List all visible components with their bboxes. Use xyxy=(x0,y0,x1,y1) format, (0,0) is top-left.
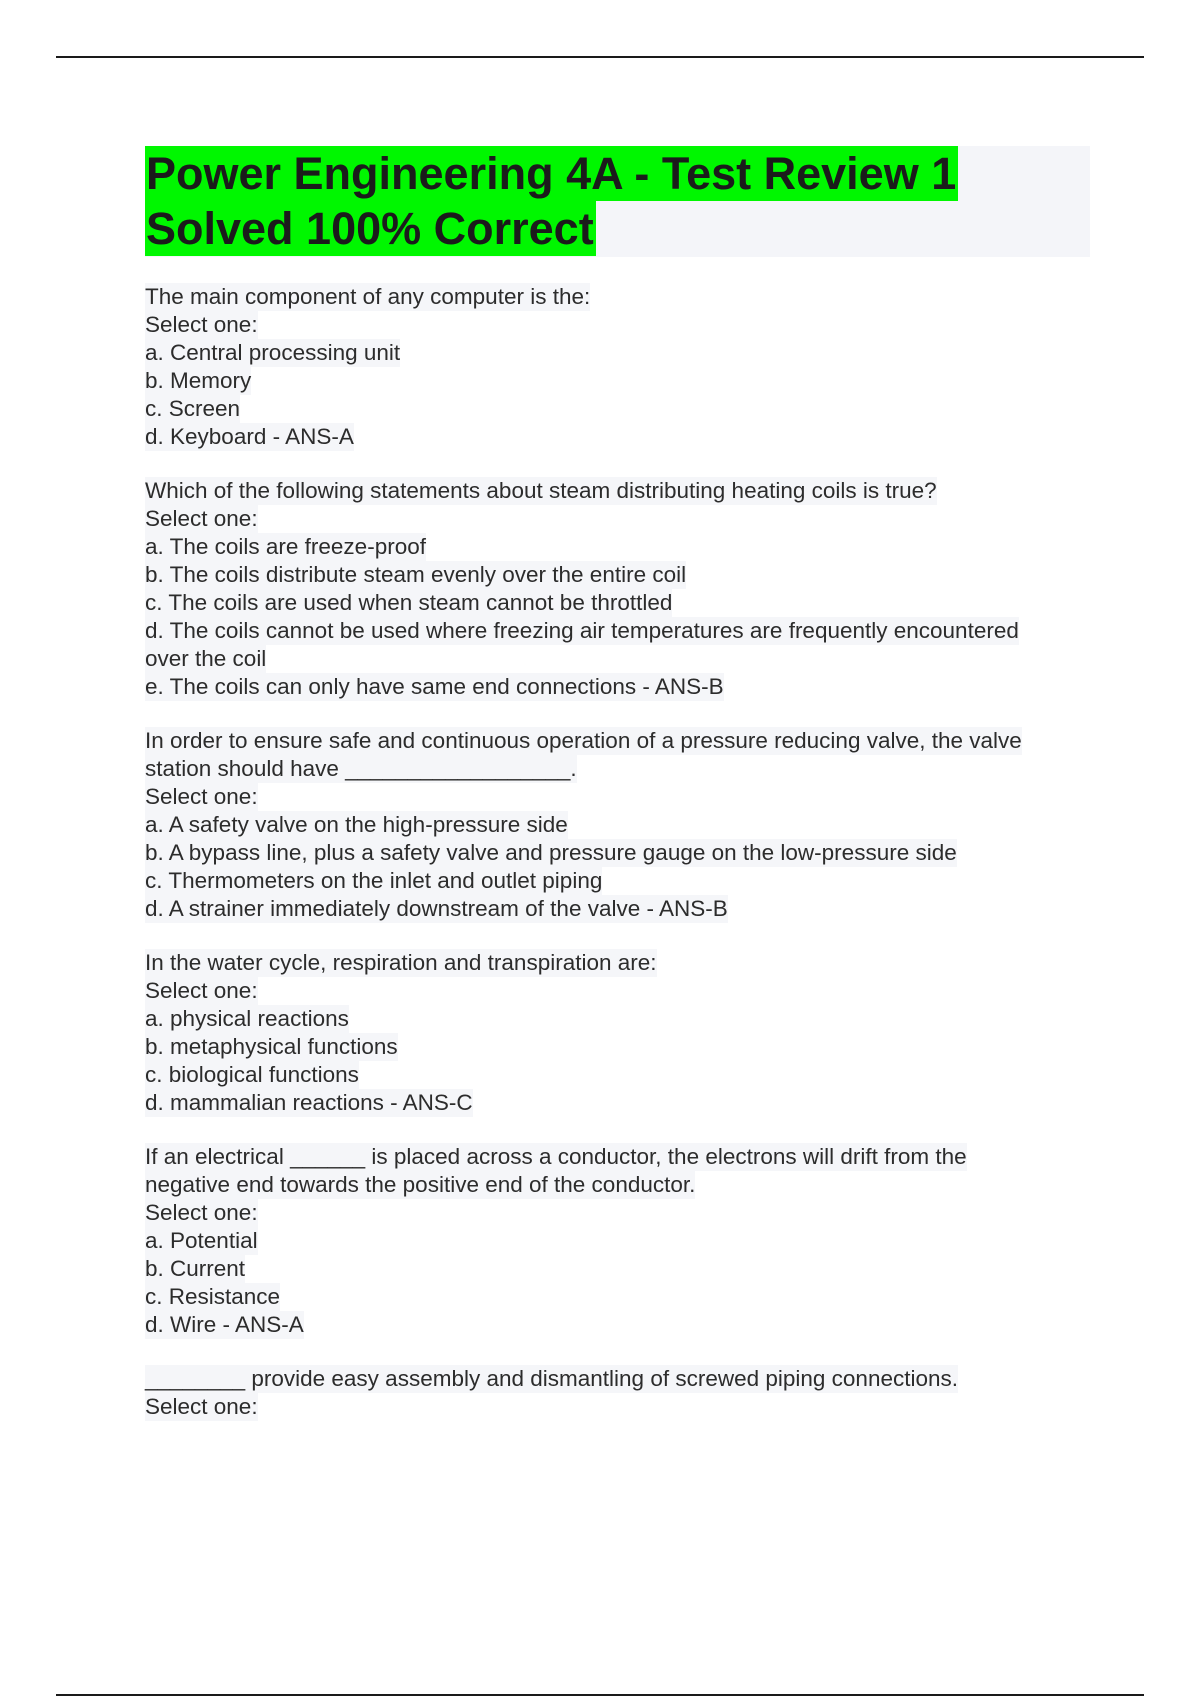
top-rule xyxy=(56,56,1144,58)
answer-option: c. Resistance xyxy=(145,1284,281,1309)
select-one-label: Select one: xyxy=(145,312,258,337)
answer-option: c. Screen xyxy=(145,396,241,421)
question-text-line: The main component of any computer is the: xyxy=(145,284,591,309)
select-one-label: Select one: xyxy=(145,506,258,531)
answer-option: b. The coils distribute steam evenly over the entire coil xyxy=(145,562,687,587)
select-one-label: Select one: xyxy=(145,784,258,809)
question-text-line: In the water cycle, respiration and transpiration are: xyxy=(145,950,657,975)
answer-option: b. metaphysical functions xyxy=(145,1034,398,1059)
answer-option: a. physical reactions xyxy=(145,1006,349,1031)
question-block xyxy=(145,477,1095,701)
answer-option: d. The coils cannot be used where freezing air temperatures are frequently encountered xyxy=(145,618,1019,643)
question-text-line: In order to ensure safe and continuous operation of a pressure reducing valve, the valve xyxy=(145,728,1022,753)
answer-option: a. Potential xyxy=(145,1228,258,1253)
bottom-rule xyxy=(56,1694,1144,1696)
answer-option: d. A strainer immediately downstream of the valve - ANS-B xyxy=(145,896,728,921)
question-block xyxy=(145,283,1095,451)
answer-option: b. Current xyxy=(145,1256,246,1281)
answer-option: a. Central processing unit xyxy=(145,340,401,365)
select-one-label: Select one: xyxy=(145,978,258,1003)
answer-option: b. Memory xyxy=(145,368,252,393)
answer-option: a. A safety valve on the high-pressure side xyxy=(145,812,568,837)
answer-option: c. biological functions xyxy=(145,1062,359,1087)
select-one-label: Select one: xyxy=(145,1200,258,1225)
answer-option: a. The coils are freeze-proof xyxy=(145,534,426,559)
question-block xyxy=(145,727,1095,923)
answer-option: e. The coils can only have same end connections - ANS-B xyxy=(145,674,724,699)
title-line-2: Solved 100% Correct xyxy=(146,203,594,254)
select-one-label: Select one: xyxy=(145,1394,258,1419)
question-block xyxy=(145,1365,1095,1421)
answer-option: d. Wire - ANS-A xyxy=(145,1312,304,1337)
question-text-line: If an electrical ______ is placed across a conductor, the electrons will drift from the xyxy=(145,1144,967,1169)
question-text-line: over the coil xyxy=(145,646,267,671)
answer-option: d. mammalian reactions - ANS-C xyxy=(145,1090,473,1115)
question-text-line: station should have __________________. xyxy=(145,756,577,781)
question-text-line: negative end towards the positive end of the conductor. xyxy=(145,1172,696,1197)
question-text-line: ________ provide easy assembly and dismantling of screwed piping connections. xyxy=(145,1366,958,1391)
question-list xyxy=(145,283,1095,1447)
title-line-1: Power Engineering 4A - Test Review 1 xyxy=(146,148,957,199)
answer-option: c. The coils are used when steam cannot be throttled xyxy=(145,590,673,615)
question-text-line: Which of the following statements about steam distributing heating coils is true? xyxy=(145,478,937,503)
question-block xyxy=(145,949,1095,1117)
question-block xyxy=(145,1143,1095,1339)
answer-option: c. Thermometers on the inlet and outlet piping xyxy=(145,868,603,893)
document-title xyxy=(145,146,1090,257)
answer-option: d. Keyboard - ANS-A xyxy=(145,424,354,449)
answer-option: b. A bypass line, plus a safety valve and pressure gauge on the low-pressure side xyxy=(145,840,957,865)
